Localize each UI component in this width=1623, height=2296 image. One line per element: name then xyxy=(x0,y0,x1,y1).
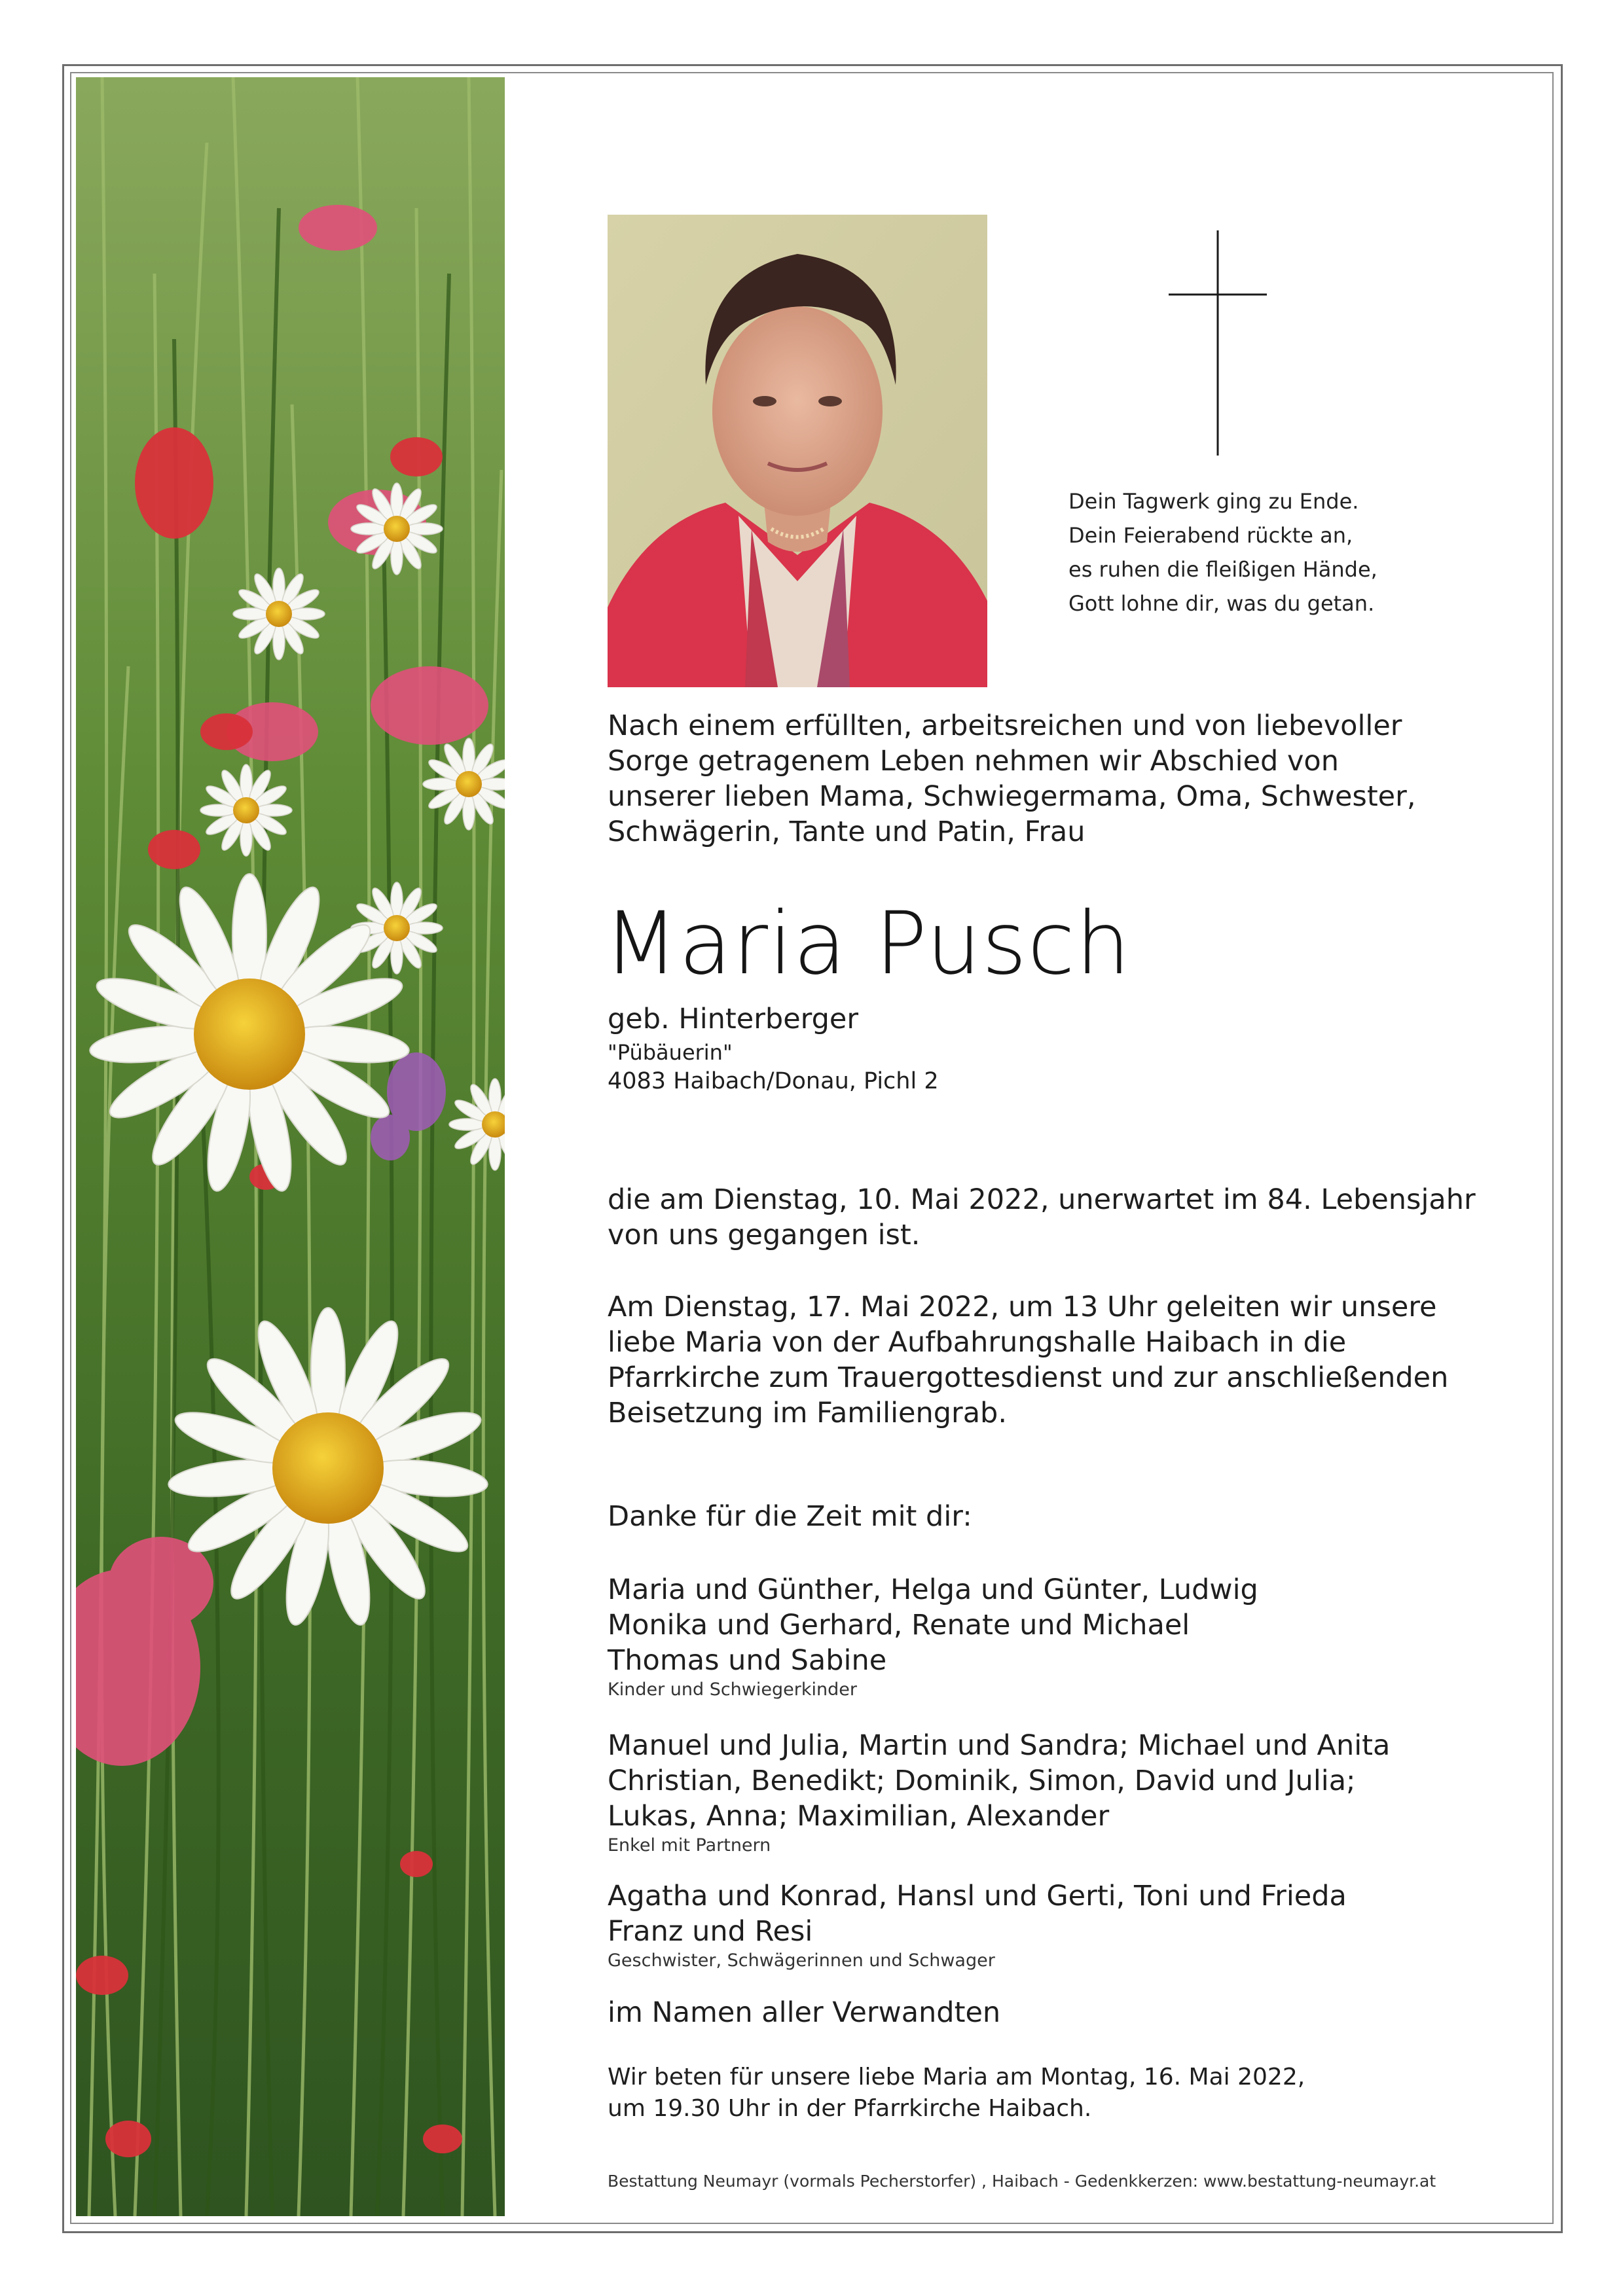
death-notice-line: von uns gegangen ist. xyxy=(608,1219,921,1251)
mourner-line: Thomas und Sabine xyxy=(608,1644,887,1677)
mourner-line: Agatha und Konrad, Hansl und Gerti, Toni und Frieda xyxy=(608,1880,1347,1912)
verse-line: Dein Tagwerk ging zu Ende. xyxy=(1068,489,1359,514)
verse-line: Gott lohne dir, was du getan. xyxy=(1068,591,1375,616)
flower-meadow-image xyxy=(76,77,505,2216)
funeral-line: Am Dienstag, 17. Mai 2022, um 13 Uhr geleiten wir unsere xyxy=(608,1291,1437,1323)
memorial-verse xyxy=(1068,484,1474,620)
funeral-line: liebe Maria von der Aufbahrungshalle Haibach in die xyxy=(608,1326,1347,1359)
deceased-name: Maria Pusch xyxy=(604,893,1131,994)
mourners-grandchildren xyxy=(608,1728,1491,1857)
mourner-group-label: Kinder und Schwiegerkinder xyxy=(608,1679,857,1700)
funeral-line: Pfarrkirche zum Trauergottesdienst und zur anschließenden xyxy=(608,1361,1449,1394)
death-notice xyxy=(608,1182,1491,1253)
mourner-line: Christian, Benedikt; Dominik, Simon, David und Julia; xyxy=(608,1765,1356,1797)
death-notice-line: die am Dienstag, 10. Mai 2022, unerwartet im 84. Lebensjahr xyxy=(608,1183,1476,1216)
intro-line: Schwägerin, Tante und Patin, Frau xyxy=(608,816,1085,848)
mourner-line: Maria und Günther, Helga und Günter, Ludwig xyxy=(608,1573,1258,1606)
portrait-photo xyxy=(608,215,987,687)
funeral-line: Beisetzung im Familiengrab. xyxy=(608,1397,1008,1429)
prayer-note xyxy=(608,2062,1305,2125)
on-behalf-line: im Namen aller Verwandten xyxy=(608,1996,1001,2029)
mourner-line: Manuel und Julia, Martin und Sandra; Michael und Anita xyxy=(608,1729,1391,1762)
address: 4083 Haibach/Donau, Pichl 2 xyxy=(608,1068,939,1094)
mourner-line: Franz und Resi xyxy=(608,1915,813,1948)
mourner-line: Monika und Gerhard, Renate und Michael xyxy=(608,1609,1190,1641)
verse-line: es ruhen die fleißigen Hände, xyxy=(1068,557,1377,582)
intro-paragraph xyxy=(608,708,1478,850)
maiden-name: geb. Hinterberger xyxy=(608,1003,859,1035)
mourner-group-label: Geschwister, Schwägerinnen und Schwager xyxy=(608,1950,995,1971)
mourner-line: Lukas, Anna; Maximilian, Alexander xyxy=(608,1800,1110,1833)
thanks-heading: Danke für die Zeit mit dir: xyxy=(608,1500,972,1533)
funeral-paragraph xyxy=(608,1289,1491,1431)
intro-line: Nach einem erfüllten, arbeitsreichen und von liebevoller xyxy=(608,709,1402,742)
intro-line: Sorge getragenem Leben nehmen wir Abschied von xyxy=(608,745,1339,778)
cross-icon xyxy=(1169,230,1267,456)
mourners-children xyxy=(608,1572,1491,1702)
prayer-line: um 19.30 Uhr in der Pfarrkirche Haibach. xyxy=(608,2095,1092,2122)
mourner-group-label: Enkel mit Partnern xyxy=(608,1835,771,1856)
nickname: "Pübäuerin" xyxy=(608,1040,733,1065)
footer-credit: Bestattung Neumayr (vormals Pecherstorfer) , Haibach - Gedenkkerzen: www.bestattung-neumayr.at xyxy=(608,2172,1436,2191)
verse-line: Dein Feierabend rückte an, xyxy=(1068,523,1353,548)
intro-line: unserer lieben Mama, Schwiegermama, Oma, Schwester, xyxy=(608,780,1416,813)
prayer-line: Wir beten für unsere liebe Maria am Montag, 16. Mai 2022, xyxy=(608,2064,1305,2090)
mourners-siblings xyxy=(608,1878,1491,1973)
